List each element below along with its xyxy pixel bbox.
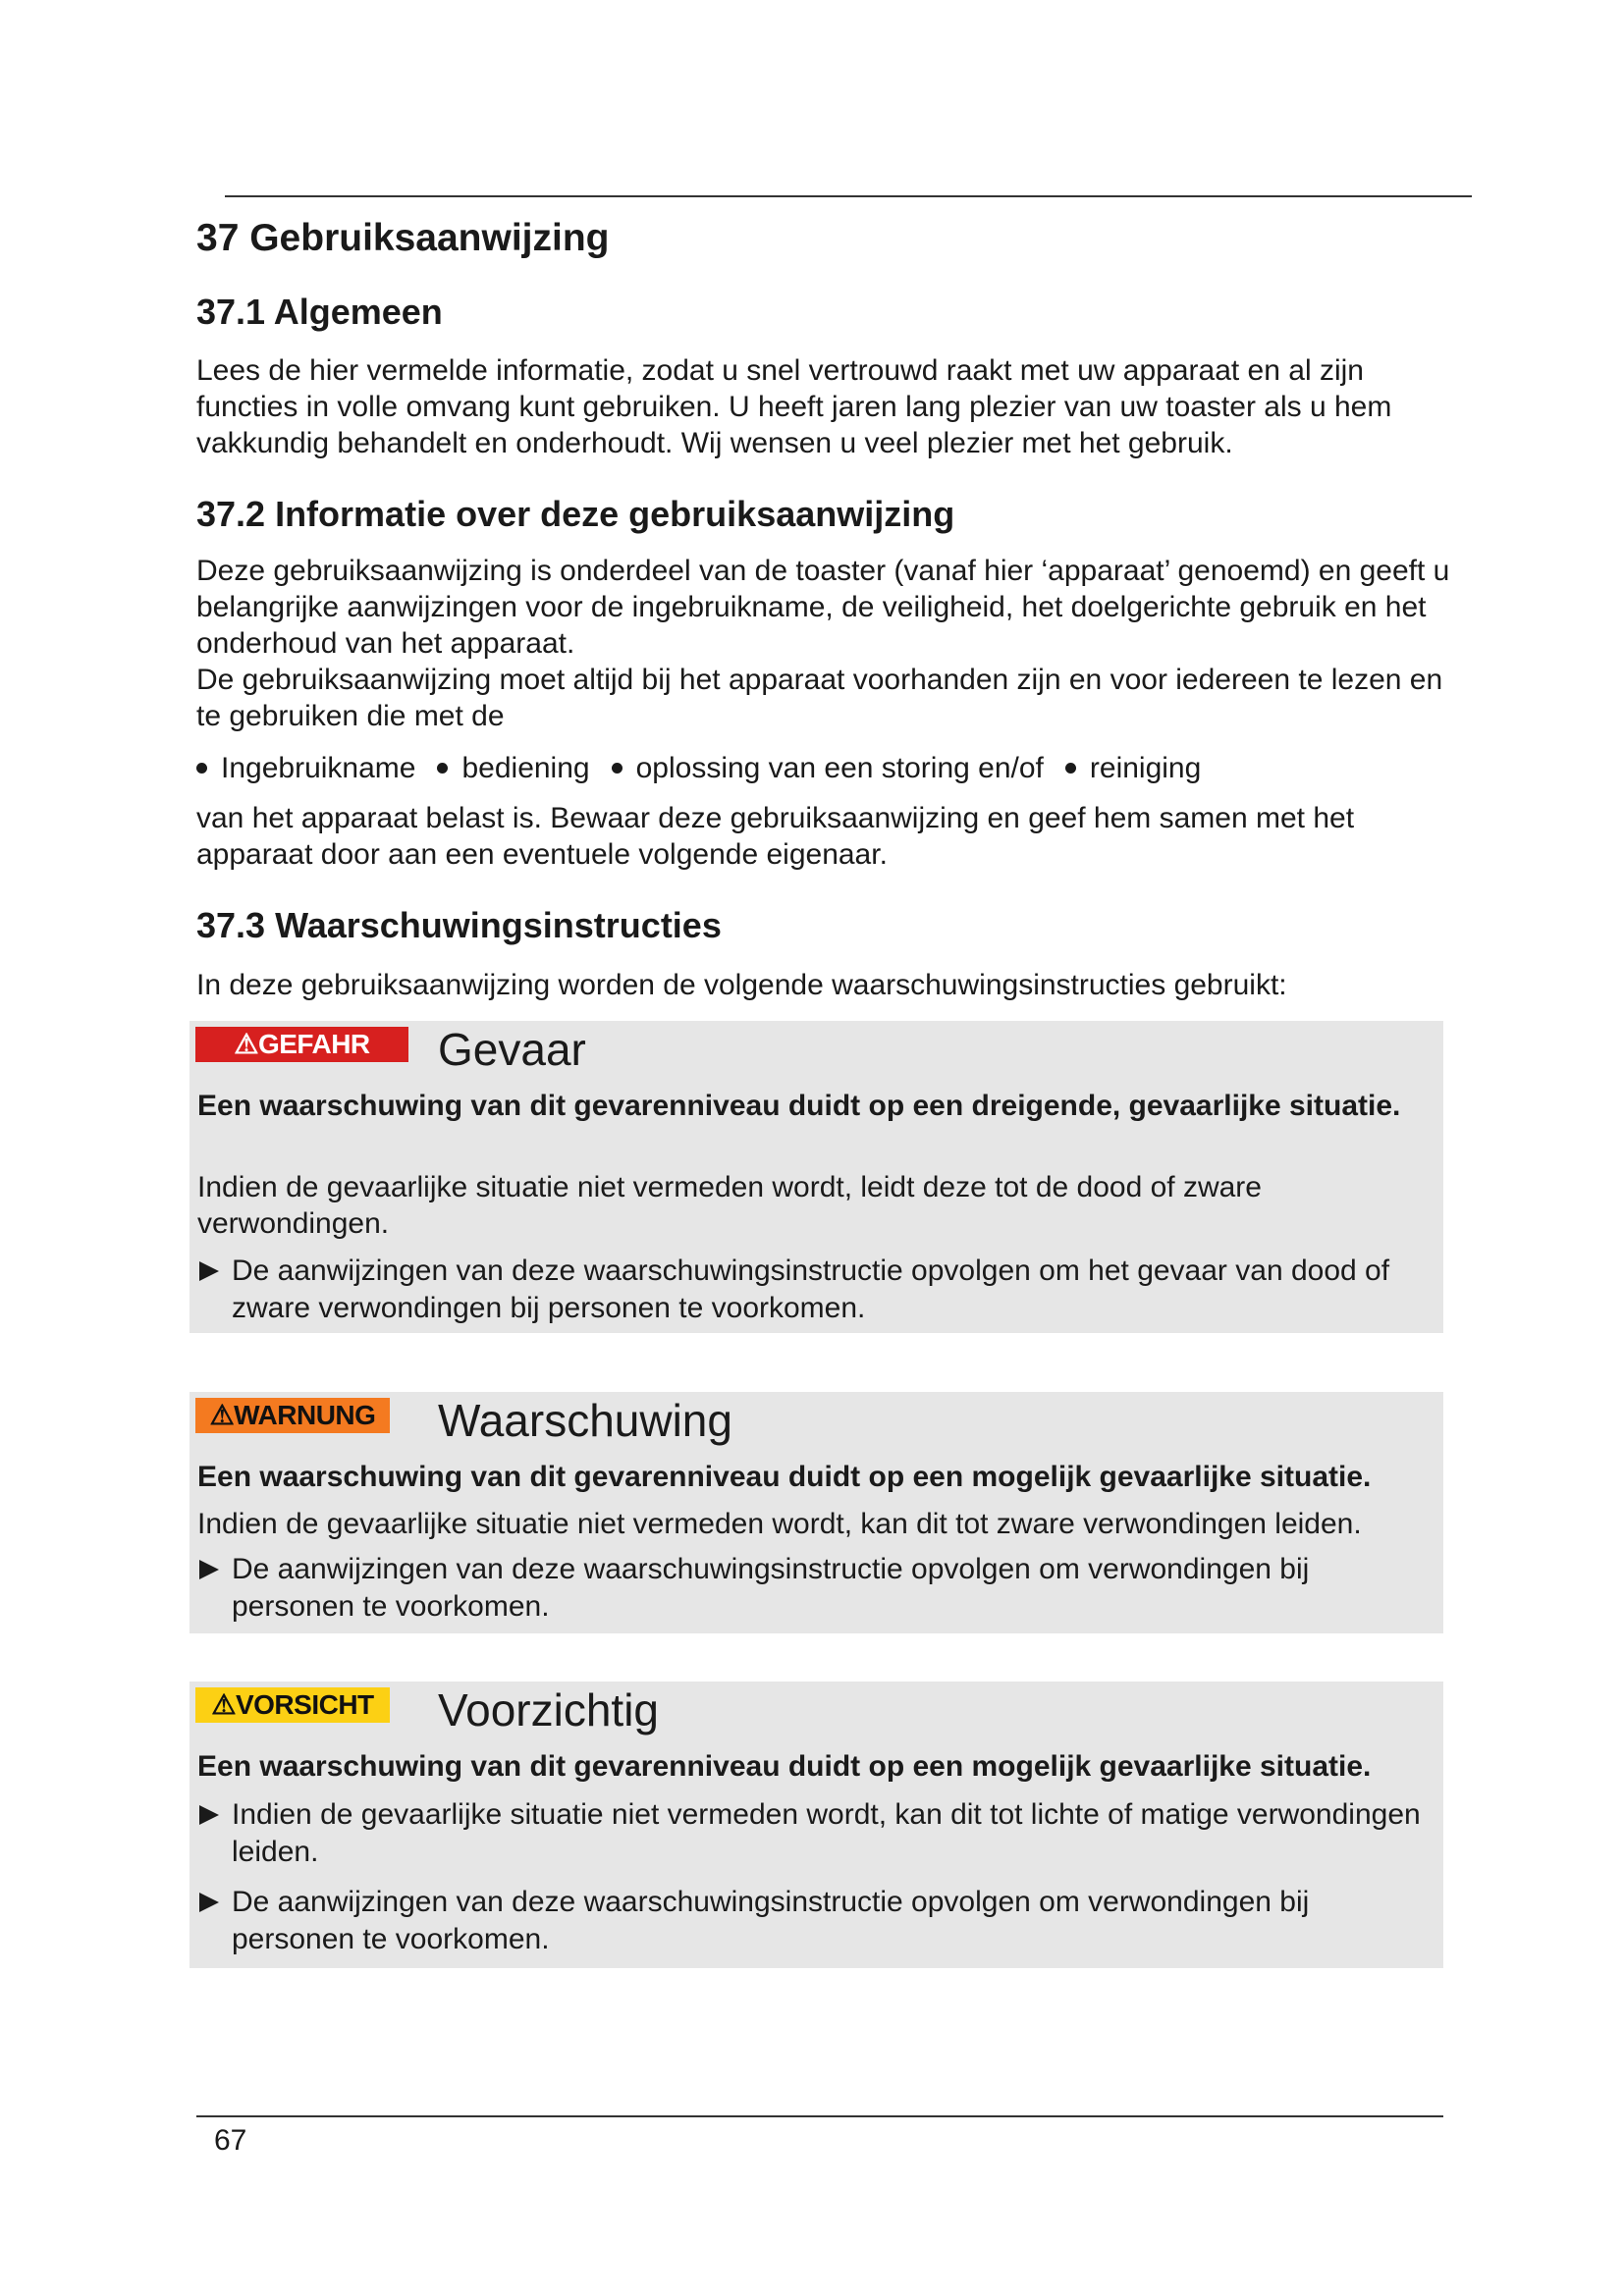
section-informatie-paragraph-3: van het apparaat belast is. Bewaar deze gebruiksaanwijzing en geef hem samen met het apparaat door aan een eventuele volgende eigenaar. bbox=[196, 802, 1355, 871]
bullet-icon bbox=[1065, 763, 1076, 774]
warning-action: De aanwijzingen van deze waarschuwingsinstructie opvolgen om verwondingen bij personen te voorkomen. bbox=[197, 1551, 1439, 1626]
caution-badge: ⚠VORSICHT bbox=[195, 1687, 390, 1723]
bullet-icon bbox=[612, 763, 623, 774]
list-item: Ingebruikname bbox=[196, 750, 415, 786]
danger-title: Gevaar bbox=[438, 1024, 586, 1075]
warning-box-caution bbox=[189, 1682, 1443, 1968]
arrow-right-icon bbox=[199, 1560, 219, 1579]
chapter-title: 37 Gebruiksaanwijzing bbox=[196, 217, 610, 259]
warning-title: Waarschuwing bbox=[438, 1395, 732, 1446]
arrow-right-icon bbox=[199, 1893, 219, 1912]
warning-description: Een waarschuwing van dit gevarenniveau duidt op een mogelijk gevaarlijke situatie. bbox=[197, 1461, 1372, 1493]
caution-consequence: Indien de gevaarlijke situatie niet vermeden wordt, kan dit tot lichte of matige verwondingen leiden. bbox=[197, 1796, 1439, 1871]
danger-action: De aanwijzingen van deze waarschuwingsinstructie opvolgen om het gevaar van dood of zware verwondingen bij personen te voorkomen. bbox=[197, 1253, 1439, 1327]
section-algemeen-paragraph: Lees de hier vermelde informatie, zodat u snel vertrouwd raakt met uw apparaat en al zijn functies in volle omvang kunt gebruiken. U heeft jaren lang plezier van uw toaster als u hem vakkundig behandelt en onderhoudt. Wij wensen u veel plezier met het gebruik. bbox=[196, 354, 1392, 459]
section-heading-algemeen: 37.1 Algemeen bbox=[196, 292, 443, 332]
danger-badge: ⚠GEFAHR bbox=[195, 1027, 408, 1062]
warning-box-warning bbox=[189, 1392, 1443, 1633]
header-rule bbox=[225, 195, 1472, 197]
caution-description: Een waarschuwing van dit gevarenniveau duidt op een mogelijk gevaarlijke situatie. bbox=[197, 1750, 1372, 1783]
bullet-icon bbox=[437, 763, 448, 774]
warning-consequence: Indien de gevaarlijke situatie niet vermeden wordt, kan dit tot zware verwondingen leiden. bbox=[197, 1508, 1362, 1540]
list-item: bediening bbox=[437, 750, 589, 786]
page-number: 67 bbox=[214, 2124, 247, 2157]
section-heading-waarschuwingsinstructies: 37.3 Waarschuwingsinstructies bbox=[196, 905, 722, 945]
section-heading-informatie: 37.2 Informatie over deze gebruiksaanwijzing bbox=[196, 494, 955, 534]
section-informatie-paragraph-2: De gebruiksaanwijzing moet altijd bij het apparaat voorhanden zijn en voor iedereen te lezen en te gebruiken die met de bbox=[196, 664, 1443, 732]
section-waarschuwingsinstructies-intro: In deze gebruiksaanwijzing worden de volgende waarschuwingsinstructies gebruikt: bbox=[196, 969, 1287, 1001]
list-item: oplossing van een storing en/of bbox=[612, 750, 1044, 786]
arrow-right-icon bbox=[199, 1261, 219, 1281]
danger-description: Een waarschuwing van dit gevarenniveau duidt op een dreigende, gevaarlijke situatie. bbox=[197, 1090, 1401, 1122]
section-informatie-paragraph-1: Deze gebruiksaanwijzing is onderdeel van de toaster (vanaf hier ‘apparaat’ genoemd) en geeft u belangrijke aanwijzingen voor de ingebruikname, de veiligheid, het doelgerichte gebruik en het onderhoud van het apparaat. bbox=[196, 555, 1450, 660]
bullet-list bbox=[196, 750, 1222, 786]
footer-rule bbox=[196, 2115, 1443, 2117]
caution-title: Voorzichtig bbox=[438, 1684, 660, 1735]
caution-action: De aanwijzingen van deze waarschuwingsinstructie opvolgen om verwondingen bij personen te voorkomen. bbox=[197, 1884, 1439, 1958]
bullet-icon bbox=[196, 763, 207, 774]
warning-badge: ⚠WARNUNG bbox=[195, 1398, 390, 1433]
warning-box-danger bbox=[189, 1021, 1443, 1333]
danger-consequence: Indien de gevaarlijke situatie niet vermeden wordt, leidt deze tot de dood of zware verwondingen. bbox=[197, 1171, 1262, 1240]
arrow-right-icon bbox=[199, 1805, 219, 1825]
list-item: reiniging bbox=[1065, 750, 1201, 786]
